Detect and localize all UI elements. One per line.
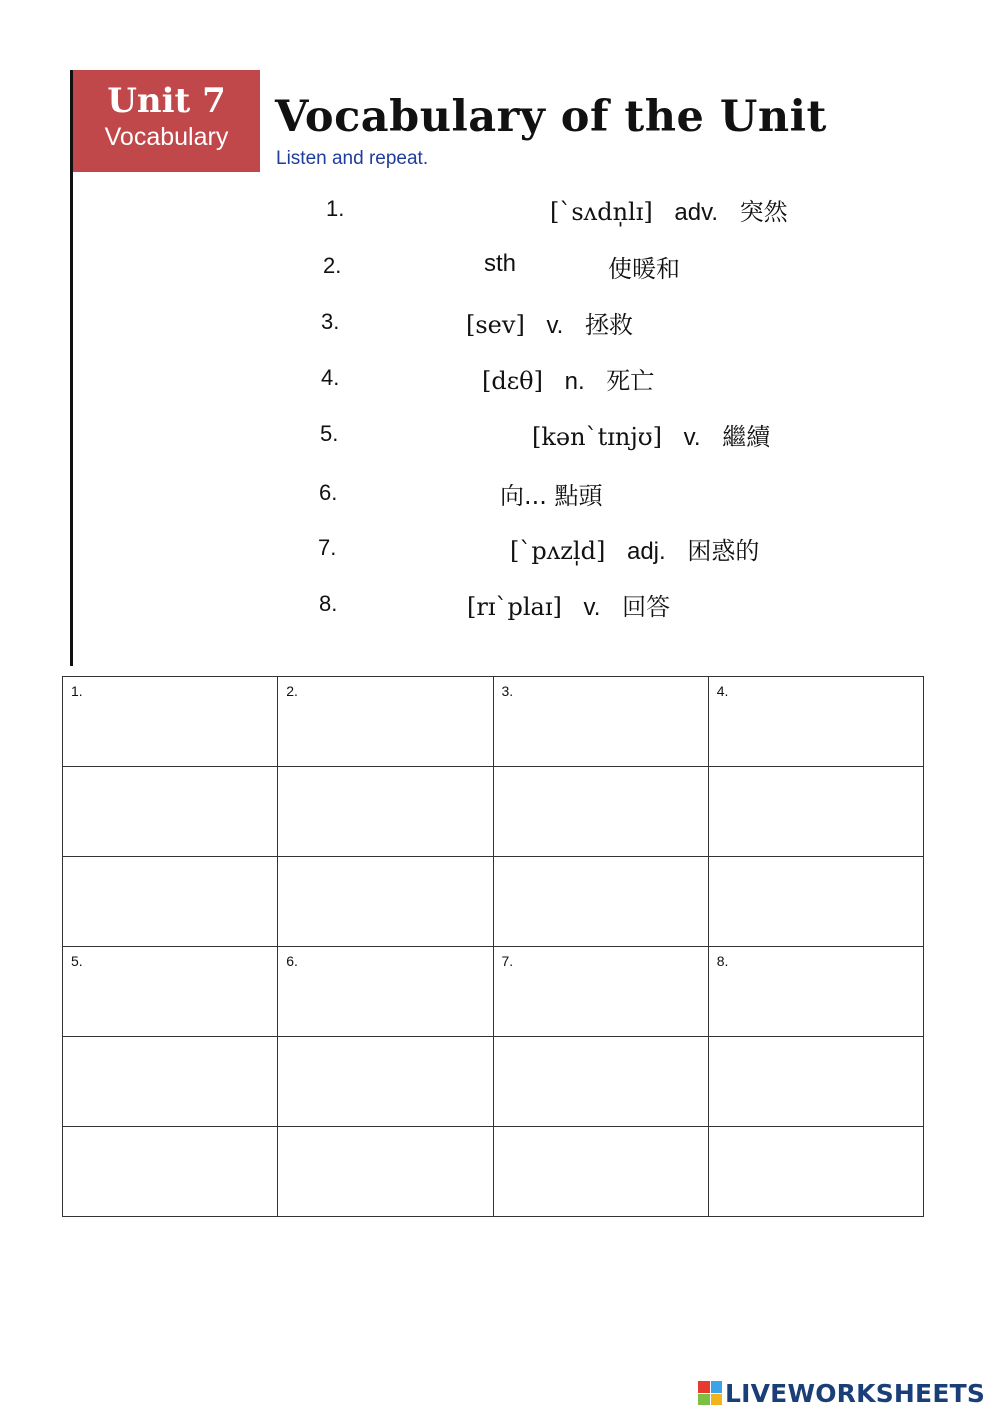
answer-grid — [62, 676, 924, 1217]
vocab-definition — [550, 192, 788, 227]
vocab-phonetic: [kənˋtɪnjʊ] — [532, 423, 663, 451]
answer-cell[interactable] — [278, 857, 493, 947]
vocab-pos: n. — [564, 368, 585, 395]
vocab-pos: sth — [484, 250, 517, 277]
answer-cell[interactable]: 5. — [63, 947, 278, 1037]
vocab-phonetic: [ˋsʌdn̩lɪ] — [550, 198, 653, 226]
vocab-definition — [532, 417, 770, 452]
vocab-definition — [500, 476, 603, 511]
vocab-meaning: 使暖和 — [608, 255, 680, 283]
vocab-number: 4. — [321, 365, 340, 390]
vocab-number: 2. — [323, 253, 342, 278]
vocab-definition — [510, 531, 759, 566]
answer-cell[interactable] — [278, 1127, 493, 1217]
vocab-meaning: 死亡 — [606, 367, 655, 395]
page-title: Vocabulary of the Unit — [275, 92, 827, 142]
answer-cell[interactable]: 8. — [708, 947, 923, 1037]
answer-cell[interactable] — [493, 1127, 708, 1217]
table-row — [63, 947, 924, 1037]
vocab-meaning: 回答 — [622, 593, 671, 621]
unit-sublabel: Vocabulary — [104, 123, 229, 151]
vocab-meaning: 突然 — [739, 198, 788, 226]
answer-cell[interactable] — [63, 1037, 278, 1127]
answer-cell[interactable] — [493, 1037, 708, 1127]
vocab-definition — [482, 361, 654, 396]
answer-cell[interactable] — [708, 767, 923, 857]
table-row — [63, 677, 924, 767]
vocab-definition — [484, 249, 516, 278]
table-row — [63, 1127, 924, 1217]
table-row — [63, 1037, 924, 1127]
answer-cell[interactable] — [63, 767, 278, 857]
answer-cell[interactable]: 1. — [63, 677, 278, 767]
table-row — [63, 767, 924, 857]
vocab-phonetic: [dɛθ] — [482, 367, 543, 395]
answer-cell[interactable]: 7. — [493, 947, 708, 1037]
vocab-pos: v. — [683, 424, 701, 451]
vocab-number: 7. — [318, 535, 337, 560]
vocab-phonetic: [ˋpʌzl̩d] — [510, 537, 606, 565]
answer-cell[interactable]: 3. — [493, 677, 708, 767]
instruction-text: Listen and repeat. — [276, 148, 429, 169]
answer-cell[interactable] — [708, 857, 923, 947]
vocab-meaning-block — [608, 249, 680, 284]
vocab-number: 3. — [321, 309, 340, 334]
unit-label: Unit 7 — [107, 81, 226, 121]
vocab-meaning: 拯救 — [584, 311, 633, 339]
answer-cell[interactable] — [493, 767, 708, 857]
answer-cell[interactable]: 2. — [278, 677, 493, 767]
vocab-pos: v. — [583, 594, 601, 621]
vocab-pos: adj. — [626, 538, 666, 565]
answer-cell[interactable]: 4. — [708, 677, 923, 767]
answer-cell[interactable] — [493, 857, 708, 947]
answer-cell[interactable] — [63, 1127, 278, 1217]
vocab-definition — [467, 587, 670, 622]
table-row — [63, 857, 924, 947]
unit-badge — [73, 70, 260, 172]
brand-footer — [698, 1378, 985, 1408]
answer-cell[interactable] — [708, 1127, 923, 1217]
vocab-definition — [466, 305, 633, 340]
answer-cell[interactable] — [63, 857, 278, 947]
vocab-meaning: 困惑的 — [687, 537, 760, 565]
vocab-number: 5. — [320, 421, 339, 446]
vocab-phonetic: [rɪˋplaɪ] — [467, 593, 562, 621]
answer-cell[interactable] — [278, 1037, 493, 1127]
vocab-phonetic: [sev] — [466, 311, 525, 339]
vocab-pos: adv. — [674, 199, 719, 226]
answer-cell[interactable] — [708, 1037, 923, 1127]
vocab-number: 8. — [319, 591, 338, 616]
vocab-number: 6. — [319, 480, 338, 505]
brand-name: LIVEWORKSHEETS — [725, 1378, 986, 1408]
liveworksheets-logo-icon — [698, 1381, 722, 1405]
answer-cell[interactable]: 6. — [278, 947, 493, 1037]
answer-cell[interactable] — [278, 767, 493, 857]
vocab-pos: v. — [546, 312, 564, 339]
vocab-meaning: 向... 點頭 — [500, 482, 603, 510]
vocab-number: 1. — [326, 196, 345, 221]
vocab-meaning: 繼續 — [722, 423, 771, 451]
